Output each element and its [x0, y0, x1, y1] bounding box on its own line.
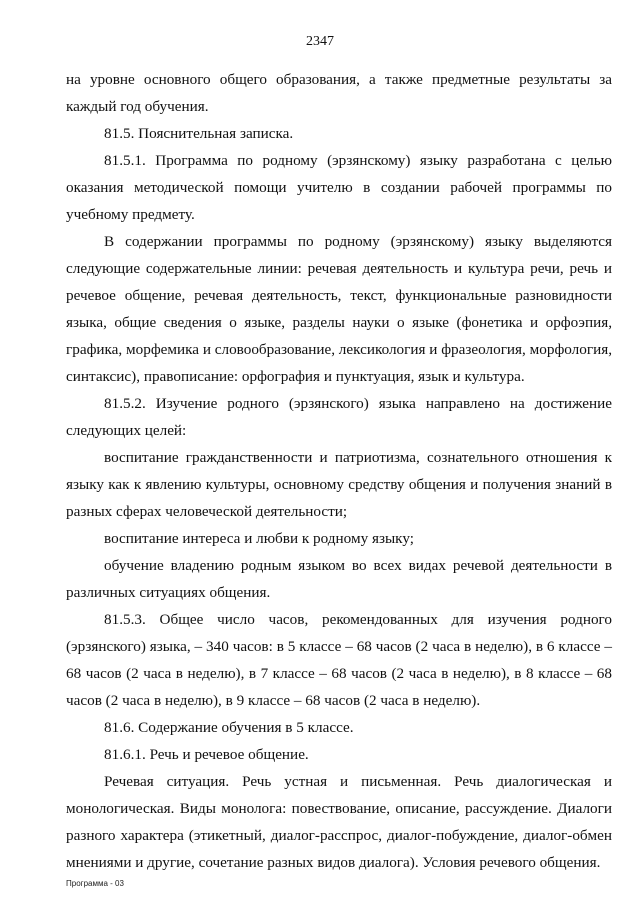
paragraph-speech-situation: Речевая ситуация. Речь устная и письменная. Речь диалогическая и монологическая. Виды монолога: повествование, описание, рассуждение. Диалоги разного характера (этикетный, диалог-расспрос, диалог-побуждение, диалог-обмен мнениями и другие, сочетание разных видов диалога). Условия речевого общения.: [66, 773, 612, 871]
paragraph-content-lines: В содержании программы по родному (эрзянскому) языку выделяются следующие содержательные линии: речевая деятельность и культура речи, речь и речевое общение, речевая деятельность, текст, функциональные разновидности языка, общие сведения о языке, разделы науки о языке (фонетика и орфоэпия, графика, морфемика и словообразование, лексикология и фразеология, морфология, синтаксис), правописание: орфография и пунктуация, язык и культура.: [66, 233, 612, 385]
paragraph-81-5-1: 81.5.1. Программа по родному (эрзянскому) языку разработана с целью оказания методической помощи учителю в создании рабочей программы по учебному предмету.: [66, 152, 612, 223]
goal-item-proficiency: обучение владению родным языком во всех видах речевой деятельности в различных ситуациях общения.: [66, 557, 612, 601]
goal-item-citizenship: воспитание гражданственности и патриотизма, сознательного отношения к языку как к явлению культуры, основному средству общения и получения знаний в разных сферах человеческой деятельности;: [66, 449, 612, 520]
paragraph-continuation: на уровне основного общего образования, а также предметные результаты за каждый год обучения.: [66, 71, 612, 115]
goal-item-interest: воспитание интереса и любви к родному языку;: [104, 530, 414, 547]
body-text: [66, 66, 612, 876]
paragraph-81-5-2: 81.5.2. Изучение родного (эрзянского) языка направлено на достижение следующих целей:: [66, 395, 612, 439]
page-number: 2347: [306, 34, 334, 49]
section-heading-81-6: 81.6. Содержание обучения в 5 классе.: [104, 719, 354, 736]
footer-label: Программа - 03: [66, 879, 124, 888]
section-heading-81-5: 81.5. Пояснительная записка.: [104, 125, 294, 142]
section-heading-81-6-1: 81.6.1. Речь и речевое общение.: [104, 746, 309, 763]
paragraph-81-5-3: 81.5.3. Общее число часов, рекомендованных для изучения родного (эрзянского) языка, – 340 часов: в 5 классе – 68 часов (2 часа в неделю), в 6 классе – 68 часов (2 часа в неделю), в 7 классе – 68 часов (2 часа в неделю), в 8 классе – 68 часов (2 часа в неделю), в 9 классе – 68 часов (2 часа в неделю).: [66, 611, 612, 709]
